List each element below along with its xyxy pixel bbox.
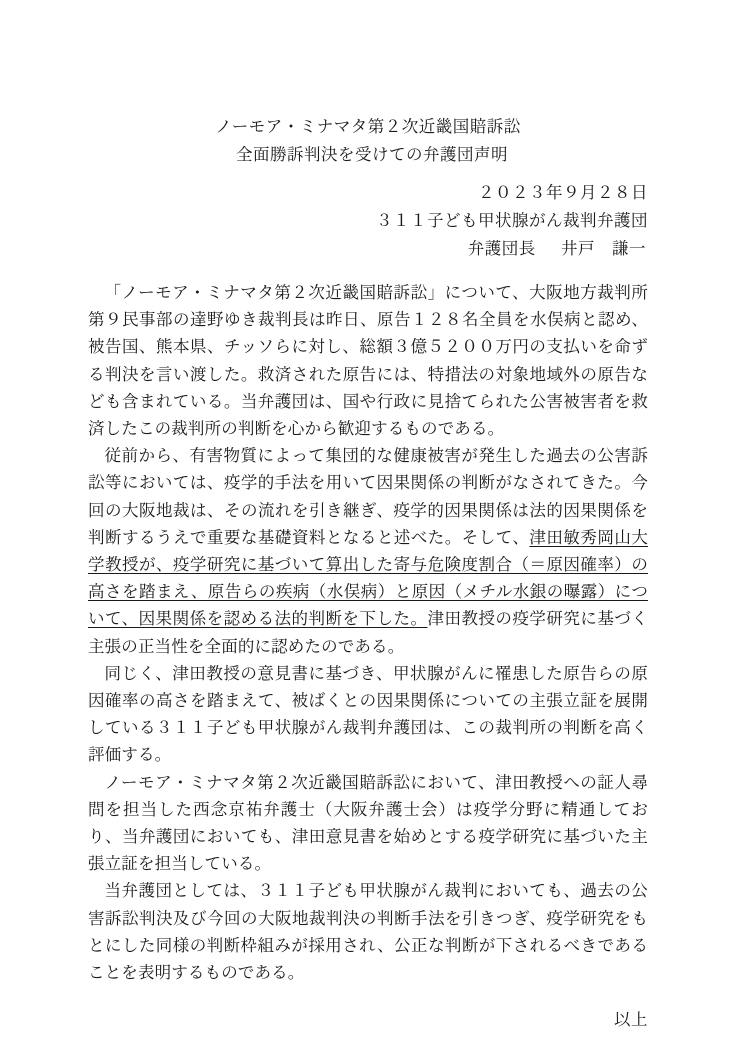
para-5 [88, 877, 648, 986]
para-5-run-1: 当弁護団としては、３１１子ども甲状腺がん裁判においても、過去の公害訴訟判決及び今回の大阪地裁判決の判断手法を引きつぎ、疫学研究をもとにした同様の判断枠組みが採用され、公正な判断が下されるべきであることを表明するものである。 [88, 881, 648, 983]
para-3-run-1: 同じく、津田教授の意見書に基づき、甲状腺がんに罹患した原告らの原因確率の高さを踏まえて、被ばくとの因果関係についての主張立証を展開している３１１子ども甲状腺がん裁判弁護団は、この裁判所の判断を高く評価する。 [88, 663, 648, 765]
signatory-name: 井戸 謙一 [561, 239, 646, 258]
signature-block [88, 179, 648, 263]
title-line-1: ノーモア・ミナマタ第２次近畿国賠訴訟 [215, 117, 521, 136]
document-content [88, 113, 648, 1033]
para-1-run-1: 「ノーモア・ミナマタ第２次近畿国賠訴訟」について、大阪地方裁判所第９民事部の達野ゆき裁判長は昨日、原告１２８名全員を水俣病と認め、被告国、熊本県、チッソらに対し、総額３億５２００万円の支払いを命ずる判決を言い渡した。救済された原告には、特措法の対象地域外の原告なども含まれている。当弁護団は、国や行政に見捨てられた公害被害者を救済したこの裁判所の判断を心から歓迎するものである。 [88, 283, 648, 439]
signatory [88, 235, 648, 263]
closing-mark: 以上 [614, 1010, 648, 1030]
para-2-run-3: 津田教授の疫学研究に基づく主張の正当性を全面的に認めたのである。 [88, 609, 648, 656]
para-2 [88, 442, 648, 660]
para-4 [88, 769, 648, 878]
para-2-run-1: 従前から、有害物質によって集団的な健康被害が発生した過去の公害訴訟等においては、疫学的手法を用いて因果関係の判断がなされてきた。今回の大阪地裁は、その流れを引き継ぎ、疫学的因果関係は法的因果関係を判断するうえで重要な基礎資料となると述べた。そして、 [88, 446, 648, 547]
statement-date: ２０２３年９月２８日 [478, 183, 648, 202]
document-title [88, 113, 648, 169]
para-3 [88, 660, 648, 769]
title-line-2: 全面勝訴判決を受けての弁護団声明 [236, 145, 508, 164]
para-2-run-2: 津田敏秀岡山大学教授が、疫学研究に基づいて算出した寄与危険度割合（＝原因確率）の高さを踏まえ、原告らの疾病（水俣病）と原因（メチル水銀の曝露）について、因果関係を認める法的判断を下した。 [88, 527, 648, 629]
para-4-run-1: ノーモア・ミナマタ第２次近畿国賠訴訟において、津田教授への証人尋問を担当した西念京祐弁護士（大阪弁護士会）は疫学分野に精通しており、当弁護団においても、津田意見書を始めとする疫学研究に基づいた主張立証を担当している。 [88, 772, 648, 874]
document-body [88, 279, 648, 986]
signatory-role: 弁護団長 [467, 239, 536, 258]
para-1 [88, 279, 648, 442]
organization-name: ３１１子ども甲状腺がん裁判弁護団 [376, 211, 648, 230]
